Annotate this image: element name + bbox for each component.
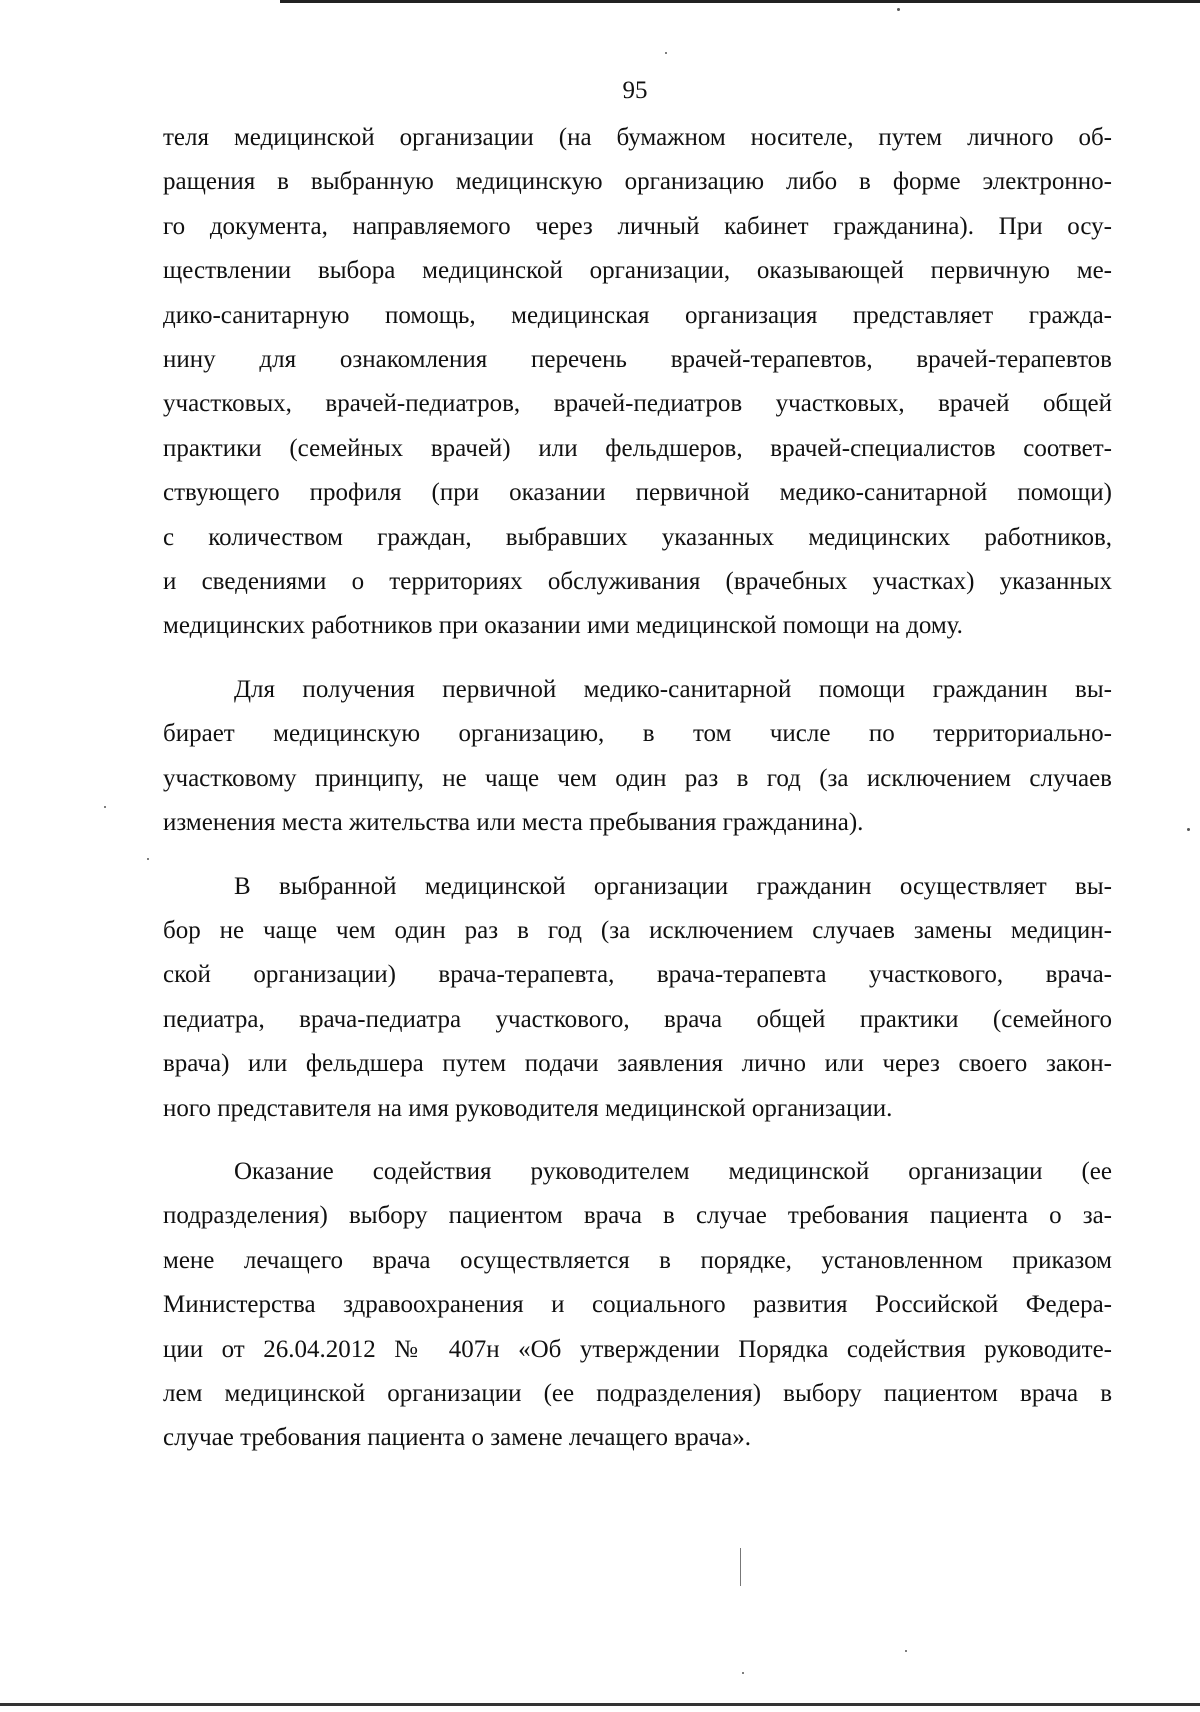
- text-line: бор не чаще чем один раз в год (за исключением случаев замены медицин-: [163, 916, 1112, 944]
- text-line: ции от 26.04.2012 № 407н «Об утверждении Порядка содействия руководите-: [163, 1335, 1112, 1363]
- paragraph: [163, 116, 1112, 649]
- text-line: Для получения первичной медико-санитарной помощи гражданин вы-: [234, 675, 1112, 703]
- text-line: теля медицинской организации (на бумажном носителе, путем личного об-: [163, 124, 1112, 151]
- text-line: ствующего профиля (при оказании первичной медико-санитарной помощи): [163, 479, 1112, 507]
- paragraph: [163, 1150, 1112, 1461]
- scan-artifact-speck: [742, 1672, 744, 1674]
- text-line: врача) или фельдшера путем подачи заявления лично или через своего закон-: [163, 1050, 1112, 1078]
- paragraph: [163, 668, 1112, 846]
- text-line: лем медицинской организации (ее подразделения) выбору пациентом врача в: [163, 1379, 1112, 1407]
- scan-artifact-speck: [897, 8, 900, 11]
- scan-artifact-speck: [665, 52, 667, 54]
- text-line: практики (семейных врачей) или фельдшеров, врачей-специалистов соответ-: [163, 434, 1112, 462]
- scan-edge-bottom: [0, 1703, 1200, 1706]
- scan-artifact-speck: [905, 1650, 907, 1652]
- scan-artifact-speck: [104, 806, 106, 808]
- scan-edge-top: [280, 0, 1200, 3]
- text-line: участковых, врачей-педиатров, врачей-педиатров участковых, врачей общей: [163, 390, 1112, 418]
- text-line: подразделения) выбору пациентом врача в случае требования пациента о за-: [163, 1202, 1112, 1230]
- text-line: ращения в выбранную медицинскую организацию либо в форме электронно-: [163, 168, 1112, 196]
- text-line: Оказание содействия руководителем медицинской организации (ее: [234, 1157, 1112, 1185]
- text-line: педиатра, врача-педиатра участкового, врача общей практики (семейного: [163, 1005, 1112, 1033]
- text-line: го документа, направляемого через личный кабинет гражданина). При осу-: [163, 212, 1112, 240]
- text-line: ской организации) врача-терапевта, врача-терапевта участкового, врача-: [163, 961, 1112, 989]
- text-line: бирает медицинскую организацию, в том числе по территориально-: [163, 720, 1112, 748]
- page-number: 95: [622, 77, 648, 104]
- text-line: ного представителя на имя руководителя медицинской организации.: [163, 1094, 893, 1122]
- text-line: случае требования пациента о замене лечащего врача».: [163, 1424, 752, 1452]
- text-line: и сведениями о территориях обслуживания (врачебных участках) указанных: [163, 568, 1112, 596]
- text-line: дико-санитарную помощь, медицинская организация представляет гражда-: [163, 301, 1112, 329]
- text-line: мене лечащего врача осуществляется в порядке, установленном приказом: [163, 1246, 1112, 1274]
- text-line: В выбранной медицинской организации гражданин осуществляет вы-: [234, 872, 1112, 900]
- scan-artifact-speck: [147, 858, 149, 860]
- text-line: изменения места жительства или места пребывания гражданина).: [163, 809, 864, 837]
- text-line: нину для ознакомления перечень врачей-терапевтов, врачей-терапевтов: [163, 346, 1112, 374]
- text-line: ществлении выбора медицинской организации, оказывающей первичную ме-: [163, 257, 1112, 285]
- paragraph: [163, 865, 1112, 1131]
- text-line: медицинских работников при оказании ими медицинской помощи на дому.: [163, 612, 963, 640]
- scan-artifact-mark: [740, 1548, 741, 1586]
- text-line: с количеством граждан, выбравших указанных медицинских работников,: [163, 523, 1112, 551]
- document-body: [163, 116, 1112, 1461]
- text-line: участковому принципу, не чаще чем один раз в год (за исключением случаев: [163, 764, 1112, 792]
- scan-artifact-speck: [1187, 828, 1190, 831]
- text-line: Министерства здравоохранения и социального развития Российской Федера-: [163, 1291, 1112, 1319]
